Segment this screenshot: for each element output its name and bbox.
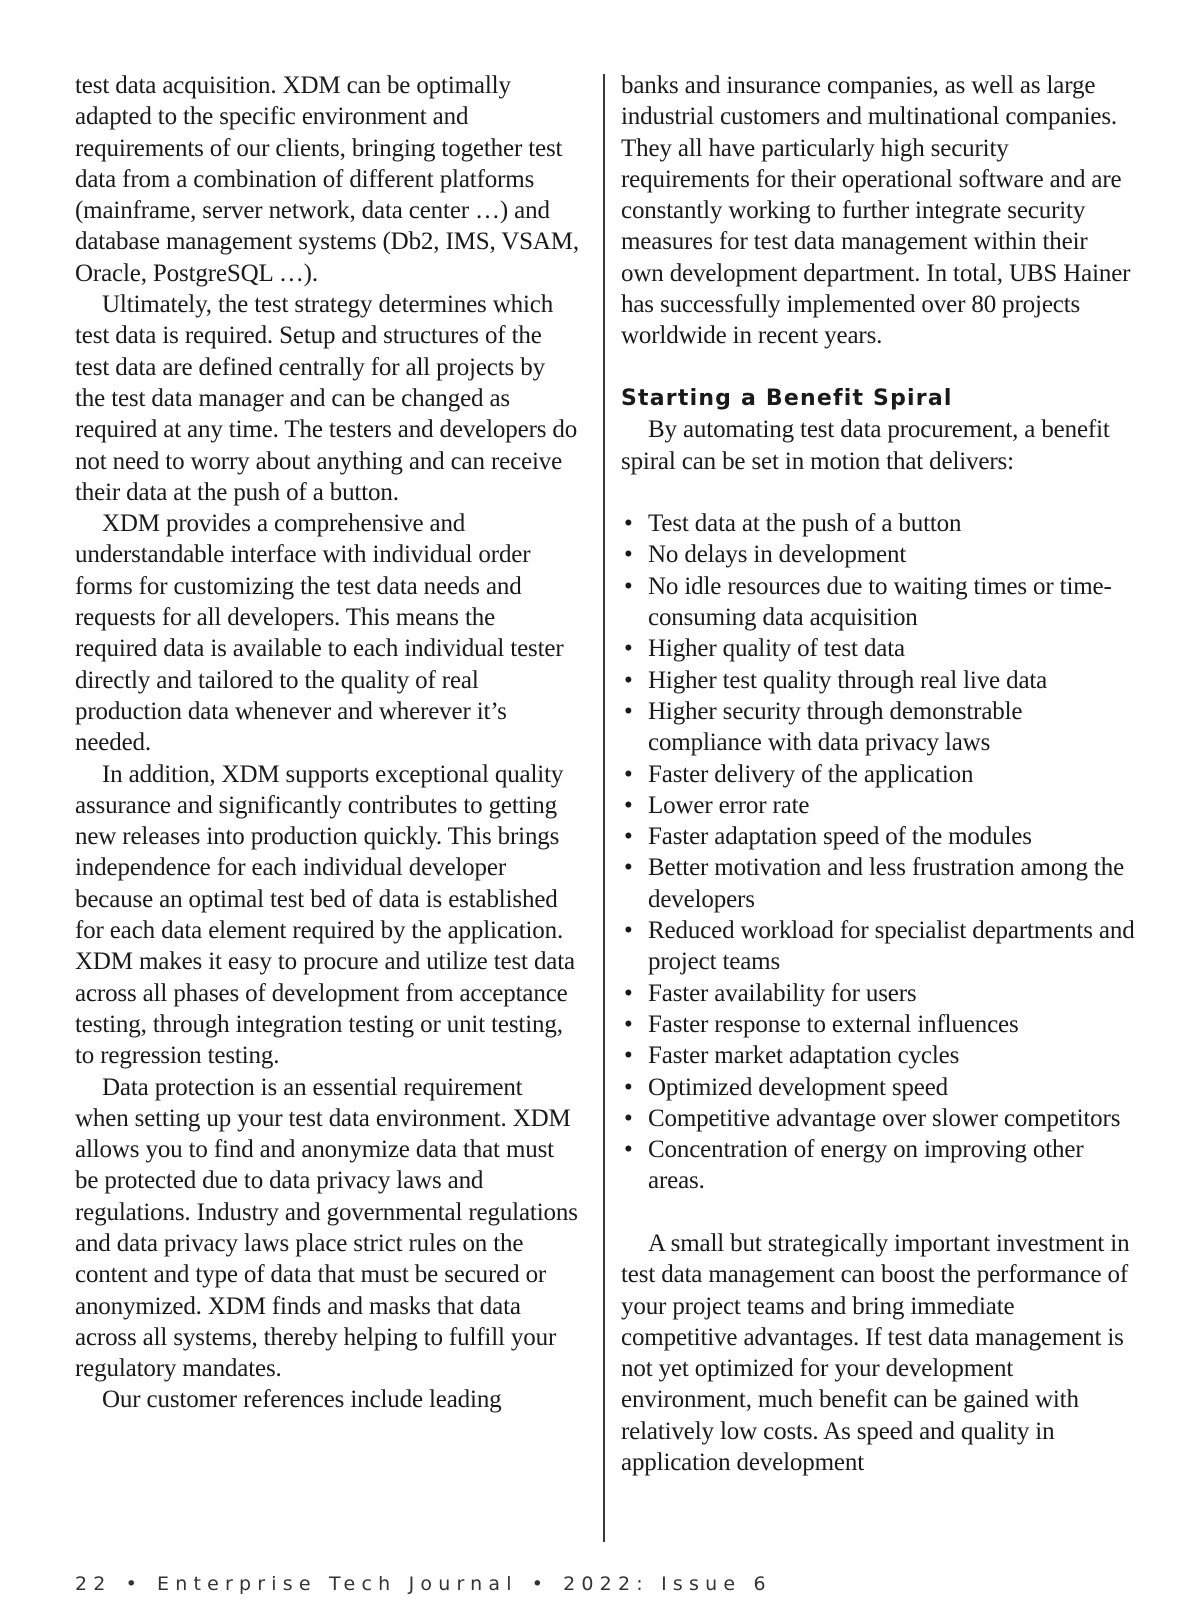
body-paragraph: Our customer references include leading <box>102 1386 502 1414</box>
page-number: 22 <box>75 1573 112 1595</box>
body-paragraph: XDM provides a comprehensive and understandable interface with individual order forms for customizing the test data needs and requests for all developers. This means the required data is available to each individual tester directly and tailored to the quality of real production data whenever and wherever it’s needed. <box>75 510 564 757</box>
list-item <box>621 665 1136 696</box>
list-item <box>621 539 1136 570</box>
issue-label: 2022: Issue 6 <box>563 1573 772 1595</box>
list-item <box>621 978 1136 1009</box>
bullet-icon: • <box>624 979 633 1007</box>
list-item-text: Higher test quality through real live data <box>648 666 1048 694</box>
list-item-text: Optimized development speed <box>648 1073 949 1101</box>
list-item-text: Lower error rate <box>648 791 810 819</box>
list-item <box>621 1040 1136 1071</box>
bullet-icon: • <box>624 666 633 694</box>
list-item <box>621 1134 1136 1197</box>
footer-separator: • <box>531 1573 550 1595</box>
bullet-icon: • <box>624 572 633 600</box>
bullet-icon: • <box>624 917 633 945</box>
list-item <box>621 633 1136 664</box>
bullet-icon: • <box>624 1010 633 1038</box>
list-item-text: Higher security through demonstrable compliance with data privacy laws <box>648 697 1023 757</box>
right-column <box>621 70 1136 1478</box>
bullet-icon: • <box>624 823 633 851</box>
list-item-text: Concentration of energy on improving other areas. <box>648 1136 1084 1195</box>
benefit-list <box>621 508 1136 1197</box>
bullet-icon: • <box>624 791 633 819</box>
list-item <box>621 1072 1136 1103</box>
lead-paragraph: By automating test data procurement, a benefit spiral can be set in motion that delivers: <box>621 416 1110 475</box>
bullet-icon: • <box>624 697 633 725</box>
paragraph-spacer <box>621 477 1136 508</box>
bullet-icon: • <box>624 854 633 882</box>
list-item-text: Faster response to external influences <box>648 1010 1019 1038</box>
column-divider <box>603 74 605 1542</box>
list-item <box>621 915 1136 978</box>
list-item <box>621 852 1136 915</box>
bullet-icon: • <box>624 1042 633 1070</box>
left-column <box>75 70 580 1416</box>
list-item-text: Better motivation and less frustration among the developers <box>648 854 1125 913</box>
body-paragraph: test data acquisition. XDM can be optimally adapted to the specific environment and requirements of our clients, bringing together test data from a combination of different platforms (mainframe, server network, data center …) and database management systems (Db2, IMS, VSAM, Oracle, PostgreSQL …). <box>75 72 579 287</box>
body-paragraph: Ultimately, the test strategy determines which test data is required. Setup and structures of the test data are defined centrally for all projects by the test data manager and can be changed as required at any time. The testers and developers do not need to worry about anything and can receive their data at the push of a button. <box>75 291 578 506</box>
list-item-text: Competitive advantage over slower competitors <box>648 1104 1121 1132</box>
intro-paragraph: banks and insurance companies, as well as large industrial customers and multinational companies. They all have particularly high security requirements for their operational software and are constantly working to further integrate security measures for test data management within their own development department. In total, UBS Hainer has successfully implemented over 80 projects worldwide in recent years. <box>621 72 1131 350</box>
list-item-text: Test data at the push of a button <box>648 510 962 538</box>
closing-paragraph: A small but strategically important investment in test data management can boost the performance of your project teams and bring immediate competitive advantages. If test data management is not yet optimized for your development environment, much benefit can be gained with relatively low costs. As speed and quality in application development <box>621 1229 1130 1477</box>
list-item <box>621 821 1136 852</box>
bullet-icon: • <box>624 1136 633 1164</box>
paragraph-spacer <box>621 1197 1136 1228</box>
list-item-text: Reduced workload for specialist departments and project teams <box>648 917 1135 976</box>
bullet-icon: • <box>624 1104 633 1132</box>
bullet-icon: • <box>624 635 633 663</box>
list-item-text: No delays in development <box>648 541 907 569</box>
list-item <box>621 508 1136 539</box>
list-item-text: Faster market adaptation cycles <box>648 1042 960 1070</box>
section-heading: Starting a Benefit Spiral <box>621 385 953 411</box>
footer-separator: • <box>125 1573 143 1595</box>
paragraph-spacer <box>621 352 1136 383</box>
list-item <box>621 1009 1136 1040</box>
bullet-icon: • <box>624 1073 633 1101</box>
list-item-text: Faster adaptation speed of the modules <box>648 823 1032 851</box>
list-item <box>621 696 1136 759</box>
list-item <box>621 790 1136 821</box>
bullet-icon: • <box>624 510 633 538</box>
page-footer <box>75 1573 772 1595</box>
list-item-text: Faster delivery of the application <box>648 760 974 788</box>
list-item-text: Faster availability for users <box>648 979 917 1007</box>
publication-name: Enterprise Tech Journal <box>157 1573 518 1595</box>
bullet-icon: • <box>624 760 633 788</box>
body-paragraph: In addition, XDM supports exceptional quality assurance and significantly contributes to getting new releases into production quickly. This brings independence for each individual developer because an optimal test bed of data is established for each data element required by the application. XDM makes it easy to procure and utilize test data across all phases of development from acceptance testing, through integration testing or unit testing, to regression testing. <box>75 760 575 1070</box>
body-paragraph: Data protection is an essential requirement when setting up your test data environment. XDM allows you to find and anonymize data that must be protected due to data privacy laws and regulations. Industry and governmental regulations and data privacy laws place strict rules on the content and type of data that must be secured or anonymized. XDM finds and masks that data across all systems, thereby helping to fulfill your regulatory mandates. <box>75 1073 578 1383</box>
list-item <box>621 759 1136 790</box>
bullet-icon: • <box>624 541 633 569</box>
list-item <box>621 1103 1136 1134</box>
list-item-text: No idle resources due to waiting times or time-consuming data acquisition <box>648 572 1112 632</box>
list-item-text: Higher quality of test data <box>648 635 905 663</box>
list-item <box>621 571 1136 634</box>
